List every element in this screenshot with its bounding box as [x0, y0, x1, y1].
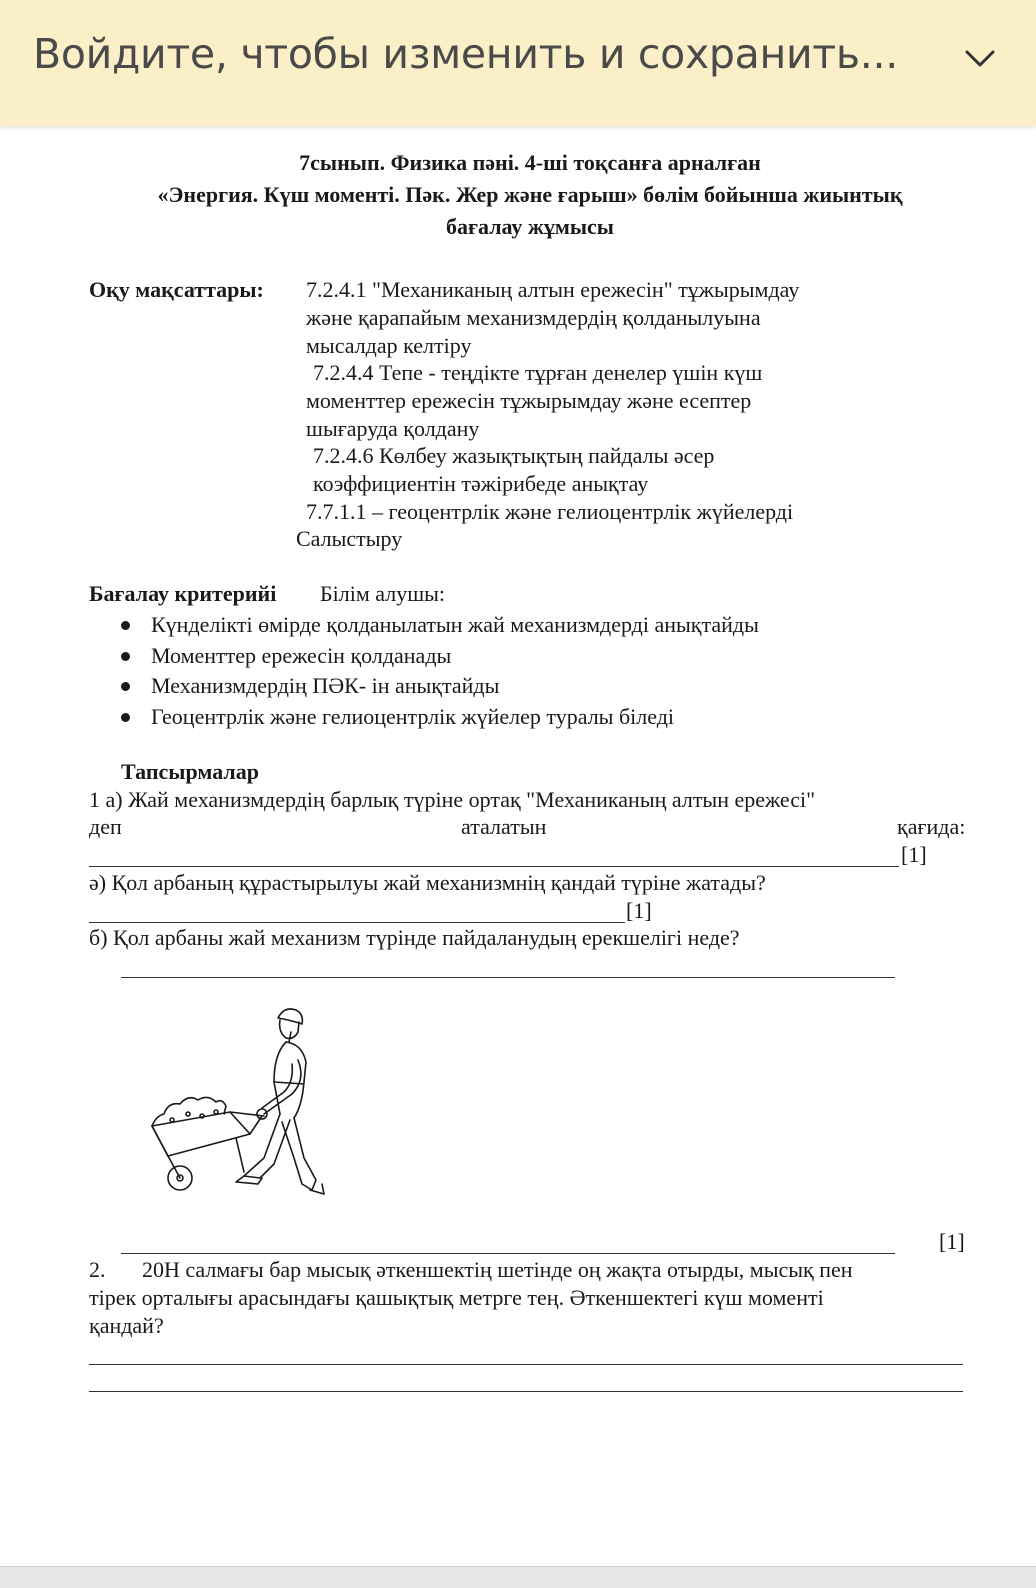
goal-line: 7.2.4.1 "Механиканың алтын ережесін" тұжырымдау	[306, 277, 800, 302]
question-1a-word: деп	[89, 814, 122, 839]
criteria-item: Механизмдердің ПӘК- ін анықтайды	[151, 673, 500, 698]
mark: [1]	[901, 842, 927, 867]
goal-line: 7.2.4.6 Көлбеу жазықтықтың пайдалы әсер	[313, 443, 715, 468]
goal-line: 7.7.1.1 – геоцентрлік және гелиоцентрлік жүйелерді	[306, 499, 794, 524]
mark: [1]	[626, 898, 652, 923]
question-1a-word: аталатын	[461, 814, 547, 839]
title-line-3: бағалау жұмысы	[446, 214, 614, 239]
answer-line[interactable]	[89, 1391, 963, 1392]
sign-in-prompt[interactable]: Войдите, чтобы изменить и сохранить...	[33, 30, 898, 78]
criteria-item: Моменттер ережесін қолданады	[151, 643, 452, 668]
criteria-intro: Білім алушы:	[320, 581, 446, 606]
answer-line[interactable]	[89, 1364, 963, 1365]
document-page	[0, 126, 1036, 1566]
question-2-number: 2.	[89, 1257, 106, 1282]
bullet-icon	[121, 621, 130, 630]
answer-line[interactable]	[89, 866, 899, 867]
goal-line: Салыстыру	[296, 526, 403, 551]
answer-line[interactable]	[89, 922, 625, 923]
chevron-down-icon[interactable]	[963, 42, 997, 76]
answer-line[interactable]	[121, 977, 895, 978]
title-line-1: 7сынып. Физика пәні. 4-ші тоқсанға арналған	[299, 150, 761, 175]
goal-line: моменттер ережесін тұжырымдау және есептер	[306, 388, 752, 413]
goal-line: және қарапайым механизмдердің қолданылуына	[306, 305, 761, 330]
wheelbarrow-illustration	[140, 998, 340, 1203]
goals-label: Оқу мақсаттары:	[89, 277, 264, 302]
bullet-icon	[121, 682, 130, 691]
question-1b: ә) Қол арбаның құрастырылуы жай механизмнің қандай түріне жатады?	[89, 870, 766, 895]
bottom-scroll-area	[0, 1566, 1036, 1588]
bullet-icon	[121, 713, 130, 722]
criteria-item: Күнделікті өмірде қолданылатын жай механизмдерді анықтайды	[151, 612, 759, 637]
title-line-2: «Энергия. Күш моменті. Пәк. Жер және ғарыш» бөлім бойынша жиынтық	[157, 182, 903, 207]
goal-line: 7.2.4.4 Тепе - теңдікте тұрған денелер үшін күш	[313, 360, 763, 385]
answer-line[interactable]	[121, 1253, 895, 1254]
criteria-item: Геоцентрлік және гелиоцентрлік жүйелер туралы біледі	[151, 704, 675, 729]
goal-line: шығаруда қолдану	[306, 416, 480, 441]
question-1c: б) Қол арбаны жай механизм түрінде пайдаланудың ерекшелігі неде?	[89, 925, 740, 950]
question-2-line: 20Н салмағы бар мысық әткеншектің шетінде оң жақта отырды, мысық пен	[142, 1257, 853, 1282]
tasks-heading: Тапсырмалар	[121, 759, 259, 784]
question-1a-word: қағида:	[897, 814, 966, 839]
goal-line: мысалдар келтіру	[306, 333, 472, 358]
question-2-line: тірек орталығы арасындағы қашықтық метрге тең. Әткеншектегі күш моменті	[89, 1285, 824, 1310]
mark: [1]	[939, 1229, 965, 1254]
bullet-icon	[121, 652, 130, 661]
question-1a: 1 а) Жай механизмдердің барлық түріне ортақ "Механиканың алтын ережесі"	[89, 787, 816, 812]
sign-in-banner[interactable]	[0, 0, 1036, 126]
criteria-label: Бағалау критерийі	[89, 581, 277, 606]
goal-line: коэффициентін тәжірибеде анықтау	[313, 471, 649, 496]
question-2-line: қандай?	[89, 1313, 164, 1338]
